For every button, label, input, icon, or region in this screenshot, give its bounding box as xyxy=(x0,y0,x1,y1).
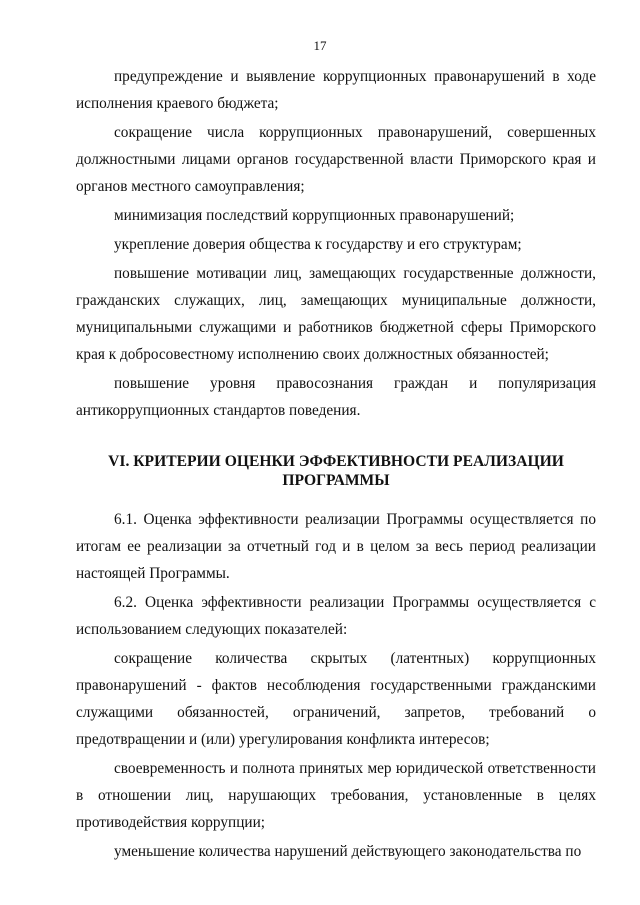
paragraph: 6.1. Оценка эффективности реализации Программы осуществляется по итогам ее реализации за отчетный год и в целом за весь период реализации настоящей Программы. xyxy=(76,511,596,582)
paragraph: 6.2. Оценка эффективности реализации Программы осуществляется с использованием следующих показателей: xyxy=(76,594,596,638)
paragraph: повышение уровня правосознания граждан и популяризация антикоррупционных стандартов поведения. xyxy=(76,375,596,419)
paragraph: повышение мотивации лиц, замещающих государственные должности, гражданских служащих, лиц, замещающих муниципальные должности, муниципальными служащими и работников бюджетной сферы Приморского края к добросовестному исполнению своих должностных обязанностей; xyxy=(76,265,596,363)
paragraph: сокращение числа коррупционных правонарушений, совершенных должностными лицами органов государственной власти Приморского края и органов местного самоуправления; xyxy=(76,124,596,195)
paragraph: укрепление доверия общества к государству и его структурам; xyxy=(114,236,522,253)
paragraph: минимизация последствий коррупционных правонарушений; xyxy=(114,207,515,224)
paragraph: предупреждение и выявление коррупционных правонарушений в ходе исполнения краевого бюджета; xyxy=(76,68,596,112)
document-body xyxy=(76,63,596,865)
section-heading-line-2: ПРОГРАММЫ xyxy=(282,472,390,489)
paragraph: уменьшение количества нарушений действующего законодательства по xyxy=(114,843,582,860)
section-heading xyxy=(76,452,596,490)
section-heading-line-1: VI. КРИТЕРИИ ОЦЕНКИ ЭФФЕКТИВНОСТИ РЕАЛИЗАЦИИ xyxy=(108,453,564,470)
paragraph: своевременность и полнота принятых мер юридической ответственности в отношении лиц, нарушающих требования, установленные в целях противодействия коррупции; xyxy=(76,760,596,831)
paragraph: сокращение количества скрытых (латентных) коррупционных правонарушений - фактов несоблюдения государственными гражданскими служащими обязанностей, ограничений, запретов, требований о предотвращении и (или) урегулирования конфликта интересов; xyxy=(76,650,596,748)
page-number: 17 xyxy=(313,38,327,53)
